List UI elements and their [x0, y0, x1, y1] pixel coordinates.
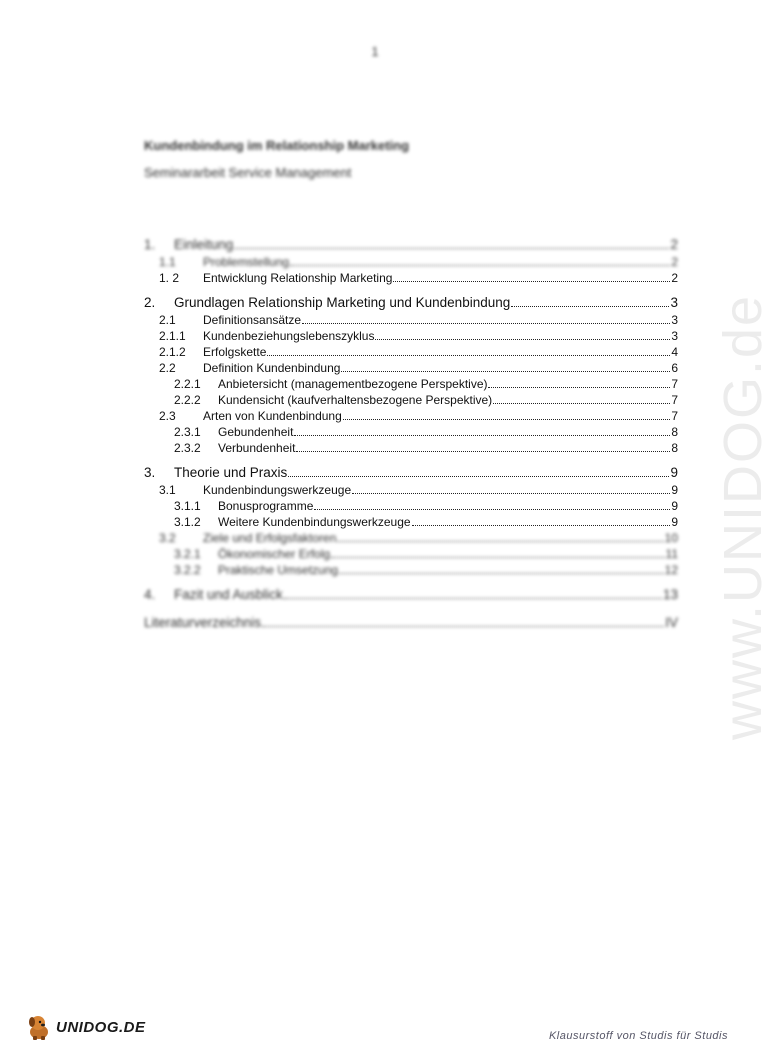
toc-entry — [144, 464, 678, 482]
toc-entry — [144, 586, 678, 604]
toc-entry — [144, 482, 678, 498]
toc-leader-dots — [337, 541, 663, 542]
toc-entry-page: 9 — [671, 483, 678, 497]
toc-entry-label: Erfolgskette — [203, 345, 267, 359]
watermark: www.UNIDOG.de — [713, 293, 773, 740]
toc-entry-page: 7 — [671, 377, 678, 391]
toc-entry-number: 2.1 — [159, 313, 176, 327]
toc-entry-label: Einleitung — [174, 237, 234, 252]
toc-leader-dots — [294, 435, 670, 436]
toc-entry-page: 3 — [671, 313, 678, 327]
toc-entry-page: 4 — [671, 345, 678, 359]
toc-entry-page: 8 — [671, 425, 678, 439]
toc-leader-dots — [511, 306, 669, 307]
toc-leader-dots — [341, 371, 670, 372]
toc-entry — [144, 514, 678, 530]
toc-leader-dots — [352, 493, 670, 494]
toc-entry-label: Weitere Kundenbindungswerkzeuge — [218, 515, 411, 529]
toc-entry — [144, 614, 678, 632]
toc-entry-label: Fazit und Ausblick — [174, 587, 283, 602]
toc-entry — [144, 440, 678, 456]
toc-entry-label: Praktische Umsetzung — [218, 563, 339, 577]
toc-entry-page: 6 — [671, 361, 678, 375]
toc-entry — [144, 254, 678, 270]
toc-leader-dots — [267, 355, 670, 356]
toc-entry-number: 2.1.2 — [159, 345, 186, 359]
toc-leader-dots — [412, 525, 671, 526]
toc-entry-label: Grundlagen Relationship Marketing und Kundenbindung — [174, 295, 511, 310]
toc-entry — [144, 562, 678, 578]
toc-leader-dots — [314, 509, 670, 510]
toc-entry — [144, 546, 678, 562]
toc-leader-dots — [339, 573, 664, 574]
toc-entry-page: 10 — [664, 531, 678, 545]
dog-mascot-icon — [24, 1012, 54, 1042]
toc-entry-number: 2.1.1 — [159, 329, 186, 343]
toc-leader-dots — [284, 598, 662, 599]
toc-leader-dots — [290, 265, 670, 266]
toc-entry-page: 7 — [671, 393, 678, 407]
page-number: 1 — [371, 44, 379, 59]
toc-entry-label: Problemstellung — [203, 255, 290, 269]
toc-entry-number: 3.1 — [159, 483, 176, 497]
toc-entry-number: 3.2 — [159, 531, 176, 545]
toc-entry-label: Gebundenheit — [218, 425, 294, 439]
toc-leader-dots — [493, 403, 670, 404]
toc-entry-number: 2.3.2 — [174, 441, 201, 455]
toc-entry-page: 13 — [662, 587, 678, 602]
toc-entry-page: 3 — [671, 329, 678, 343]
toc-entry-number: 1. 2 — [159, 271, 180, 285]
toc-entry-label: Kundenbindungswerkzeuge — [203, 483, 352, 497]
unidog-logo — [24, 1012, 146, 1042]
toc-entry-page: 11 — [665, 547, 678, 561]
toc-entry-number: 3.2.1 — [174, 547, 201, 561]
footer-tagline: Klausurstoff von Studis für Studis — [548, 1030, 728, 1042]
toc-leader-dots — [331, 557, 664, 558]
toc-entry-label: Definitionsansätze — [203, 313, 302, 327]
document-title: Kundenbindung im Relationship Marketing — [144, 138, 410, 153]
toc-entry-page: 2 — [671, 255, 678, 269]
toc-entry-label: Anbietersicht (managementbezogene Perspektive) — [218, 377, 488, 391]
toc-entry-number: 3.2.2 — [174, 563, 201, 577]
toc-entry-page: 7 — [671, 409, 678, 423]
toc-entry-label: Definition Kundenbindung — [203, 361, 341, 375]
toc-entry-label: Verbundenheit — [218, 441, 296, 455]
toc-entry — [144, 424, 678, 440]
toc-entry — [144, 312, 678, 328]
toc-leader-dots — [262, 626, 664, 627]
toc-entry-label: Arten von Kundenbindung — [203, 409, 342, 423]
toc-entry — [144, 498, 678, 514]
toc-entry-label: Ökonomischer Erfolg — [218, 547, 331, 561]
toc-entry-number: 1.1 — [159, 255, 176, 269]
toc-entry — [144, 294, 678, 312]
toc-entry-page: 12 — [664, 563, 678, 577]
table-of-contents — [144, 236, 678, 632]
toc-entry-page: 9 — [671, 515, 678, 529]
toc-leader-dots — [296, 451, 670, 452]
toc-entry — [144, 530, 678, 546]
toc-entry-label: Theorie und Praxis — [174, 465, 288, 480]
toc-entry-label: Entwicklung Relationship Marketing — [203, 271, 393, 285]
toc-entry — [144, 270, 678, 286]
toc-entry-label: Bonusprogramme — [218, 499, 314, 513]
toc-leader-dots — [393, 281, 670, 282]
toc-entry — [144, 376, 678, 392]
toc-entry-page: 9 — [671, 499, 678, 513]
toc-entry-number: 2.2.2 — [174, 393, 201, 407]
toc-entry-page: 9 — [670, 465, 678, 480]
document-subtitle: Seminararbeit Service Management — [144, 165, 352, 180]
toc-entry — [144, 328, 678, 344]
toc-entry — [144, 392, 678, 408]
toc-entry-number: 1. — [144, 237, 156, 252]
toc-entry-number: 2.3.1 — [174, 425, 201, 439]
toc-leader-dots — [343, 419, 671, 420]
toc-entry — [144, 344, 678, 360]
toc-leader-dots — [488, 387, 670, 388]
toc-entry-number: 4. — [144, 587, 156, 602]
toc-entry-number: 2.3 — [159, 409, 176, 423]
toc-entry-number: 2.2.1 — [174, 377, 201, 391]
toc-entry-page: 8 — [671, 441, 678, 455]
toc-entry-page: 3 — [670, 295, 678, 310]
toc-leader-dots — [375, 339, 670, 340]
logo-text: UNIDOG.DE — [56, 1018, 146, 1036]
toc-entry-page: 2 — [671, 271, 678, 285]
toc-entry-page: IV — [665, 615, 678, 630]
toc-entry-label: Literaturverzeichnis — [144, 615, 262, 630]
toc-entry — [144, 360, 678, 376]
toc-leader-dots — [234, 248, 669, 249]
toc-entry-page: 2 — [670, 237, 678, 252]
toc-leader-dots — [288, 476, 669, 477]
toc-entry-label: Kundenbeziehungslebenszyklus — [203, 329, 375, 343]
toc-leader-dots — [302, 323, 670, 324]
toc-entry-number: 2. — [144, 295, 156, 310]
toc-entry-number: 2.2 — [159, 361, 176, 375]
toc-entry-number: 3. — [144, 465, 156, 480]
toc-entry-number: 3.1.2 — [174, 515, 201, 529]
toc-entry — [144, 236, 678, 254]
toc-entry-label: Ziele und Erfolgsfaktoren — [203, 531, 337, 545]
toc-entry — [144, 408, 678, 424]
toc-entry-label: Kundensicht (kaufverhaltensbezogene Perspektive) — [218, 393, 493, 407]
toc-entry-number: 3.1.1 — [174, 499, 201, 513]
